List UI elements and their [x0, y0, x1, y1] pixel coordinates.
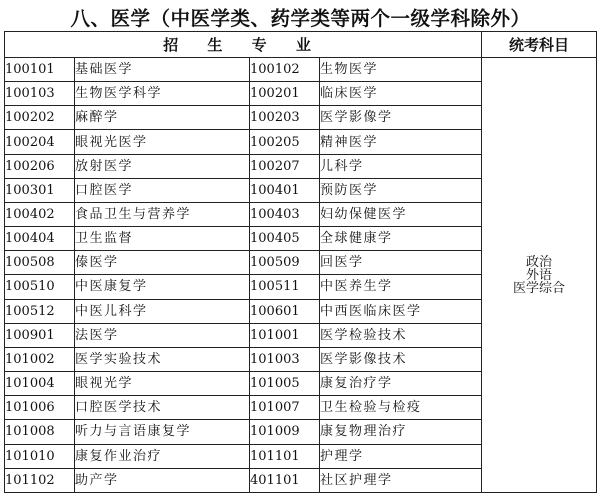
major-name: 中西医临床医学 — [320, 299, 482, 323]
exam-subject: 外语 — [526, 267, 553, 283]
header-major: 招 生 专 业 — [5, 32, 482, 58]
major-name: 医学影像学 — [320, 106, 482, 130]
table-row — [5, 58, 597, 82]
exam-subject: 政治 — [526, 254, 553, 270]
major-name: 口腔医学 — [75, 178, 250, 202]
major-code: 101001 — [250, 323, 320, 347]
page-title: 八、医学（中医学类、药学类等两个一级学科除外） — [70, 7, 531, 30]
major-code: 100402 — [5, 202, 75, 226]
major-code: 101102 — [5, 468, 75, 492]
major-name: 医学实验技术 — [75, 347, 250, 371]
major-code: 100101 — [5, 58, 75, 82]
major-code: 100901 — [5, 323, 75, 347]
major-code: 100202 — [5, 106, 75, 130]
major-code: 100510 — [5, 275, 75, 299]
major-code: 100206 — [5, 154, 75, 178]
major-code: 101003 — [250, 347, 320, 371]
major-code: 100405 — [250, 227, 320, 251]
major-code: 101009 — [250, 420, 320, 444]
major-code: 100203 — [250, 106, 320, 130]
major-code: 100301 — [5, 178, 75, 202]
major-code: 101006 — [5, 396, 75, 420]
major-code: 101005 — [250, 372, 320, 396]
major-name: 妇幼保健医学 — [320, 202, 482, 226]
major-name: 康复治疗学 — [320, 372, 482, 396]
major-code: 100509 — [250, 251, 320, 275]
exam-subjects-cell — [482, 58, 597, 493]
major-name: 眼视光学 — [75, 372, 250, 396]
major-name: 康复物理治疗 — [320, 420, 482, 444]
major-name: 眼视光医学 — [75, 130, 250, 154]
major-name: 预防医学 — [320, 178, 482, 202]
major-code: 100404 — [5, 227, 75, 251]
major-name: 康复作业治疗 — [75, 444, 250, 468]
major-name: 食品卫生与营养学 — [75, 202, 250, 226]
major-name: 口腔医学技术 — [75, 396, 250, 420]
major-name: 卫生监督 — [75, 227, 250, 251]
major-code: 401101 — [250, 468, 320, 492]
major-code: 101101 — [250, 444, 320, 468]
major-code: 100511 — [250, 275, 320, 299]
major-code: 100102 — [250, 58, 320, 82]
major-code: 100403 — [250, 202, 320, 226]
major-code: 100205 — [250, 130, 320, 154]
major-name: 听力与言语康复学 — [75, 420, 250, 444]
majors-table — [4, 31, 597, 493]
major-code: 101002 — [5, 347, 75, 371]
major-code: 100207 — [250, 154, 320, 178]
major-name: 法医学 — [75, 323, 250, 347]
major-name: 社区护理学 — [320, 468, 482, 492]
major-code: 100201 — [250, 82, 320, 106]
major-name: 临床医学 — [320, 82, 482, 106]
major-name: 傣医学 — [75, 251, 250, 275]
major-code: 101010 — [5, 444, 75, 468]
major-name: 卫生检验与检疫 — [320, 396, 482, 420]
major-code: 100204 — [5, 130, 75, 154]
major-code: 100401 — [250, 178, 320, 202]
major-name: 中医康复学 — [75, 275, 250, 299]
major-name: 放射医学 — [75, 154, 250, 178]
major-name: 助产学 — [75, 468, 250, 492]
major-code: 101004 — [5, 372, 75, 396]
major-name: 精神医学 — [320, 130, 482, 154]
major-code: 101007 — [250, 396, 320, 420]
major-name: 麻醉学 — [75, 106, 250, 130]
major-name: 中医儿科学 — [75, 299, 250, 323]
major-code: 100103 — [5, 82, 75, 106]
major-name: 生物医学科学 — [75, 82, 250, 106]
major-name: 基础医学 — [75, 58, 250, 82]
major-name: 护理学 — [320, 444, 482, 468]
header-exam: 统考科目 — [482, 32, 597, 58]
major-code: 100601 — [250, 299, 320, 323]
major-code: 100512 — [5, 299, 75, 323]
major-code: 100508 — [5, 251, 75, 275]
major-name: 儿科学 — [320, 154, 482, 178]
major-name: 生物医学 — [320, 58, 482, 82]
major-name: 医学检验技术 — [320, 323, 482, 347]
exam-subject: 医学综合 — [513, 280, 566, 296]
major-code: 101008 — [5, 420, 75, 444]
major-name: 回医学 — [320, 251, 482, 275]
major-name: 全球健康学 — [320, 227, 482, 251]
table-header-row — [5, 32, 597, 58]
major-name: 中医养生学 — [320, 275, 482, 299]
table-body — [5, 58, 597, 493]
major-name: 医学影像技术 — [320, 347, 482, 371]
